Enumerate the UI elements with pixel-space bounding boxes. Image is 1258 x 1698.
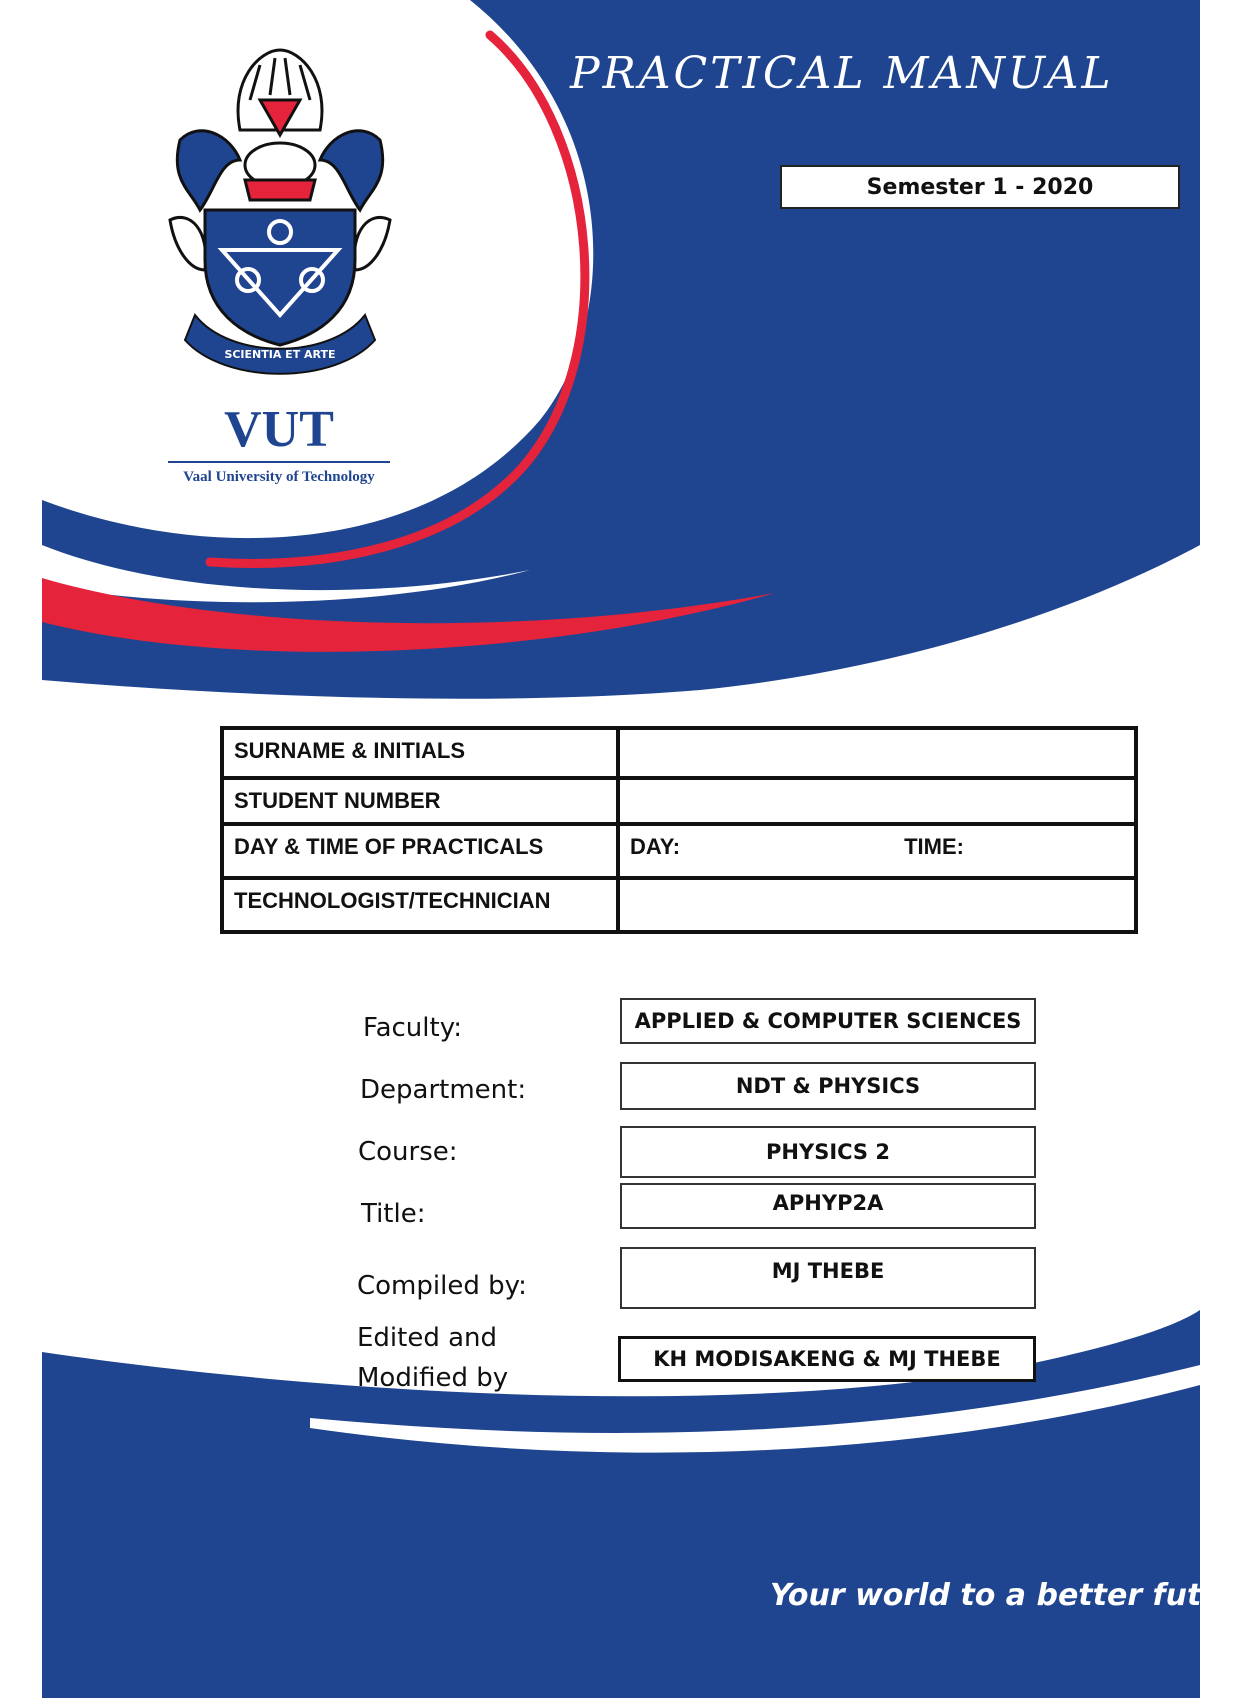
crest-motto: SCIENTIA ET ARTE <box>224 348 336 361</box>
department-value: NDT & PHYSICS <box>620 1062 1036 1110</box>
title-label: Title: <box>361 1199 426 1229</box>
logo-divider <box>168 461 390 463</box>
vut-letters: VUT <box>224 401 334 458</box>
vut-crest <box>160 40 400 385</box>
edited-by-value: KH MODISAKENG & MJ THEBE <box>618 1336 1036 1382</box>
edited-label-line1: Edited and <box>357 1323 498 1353</box>
surname-label: SURNAME & INITIALS <box>222 728 618 778</box>
footer-motto: Your world to a better future <box>770 1578 1258 1613</box>
department-label: Department: <box>360 1075 527 1105</box>
edited-label-line2: Modified by <box>357 1363 509 1393</box>
page-title: PRACTICAL MANUAL <box>570 48 1114 99</box>
university-name: Vaal University of Technology <box>183 469 375 485</box>
day-label: DAY: <box>630 834 681 859</box>
table-row <box>222 878 1136 932</box>
time-label: TIME: <box>904 834 964 859</box>
compiled-by-label: Compiled by: <box>357 1271 527 1301</box>
student-details-table <box>220 726 1138 934</box>
course-value: PHYSICS 2 <box>620 1126 1036 1178</box>
title-value: APHYP2A <box>620 1183 1036 1229</box>
technologist-field[interactable] <box>618 878 1136 932</box>
table-row <box>222 778 1136 824</box>
table-row <box>222 824 1136 878</box>
faculty-value: APPLIED & COMPUTER SCIENCES <box>620 998 1036 1044</box>
student-number-field[interactable] <box>618 778 1136 824</box>
practical-time-label: DAY & TIME OF PRACTICALS <box>222 824 618 878</box>
student-number-label: STUDENT NUMBER <box>222 778 618 824</box>
surname-field[interactable] <box>618 728 1136 778</box>
faculty-label: Faculty: <box>363 1013 462 1043</box>
technologist-label: TECHNOLOGIST/TECHNICIAN <box>222 878 618 932</box>
practical-time-field[interactable] <box>618 824 1136 878</box>
semester-box: Semester 1 - 2020 <box>780 165 1180 209</box>
course-label: Course: <box>358 1137 458 1167</box>
table-row <box>222 728 1136 778</box>
compiled-by-value: MJ THEBE <box>620 1247 1036 1309</box>
